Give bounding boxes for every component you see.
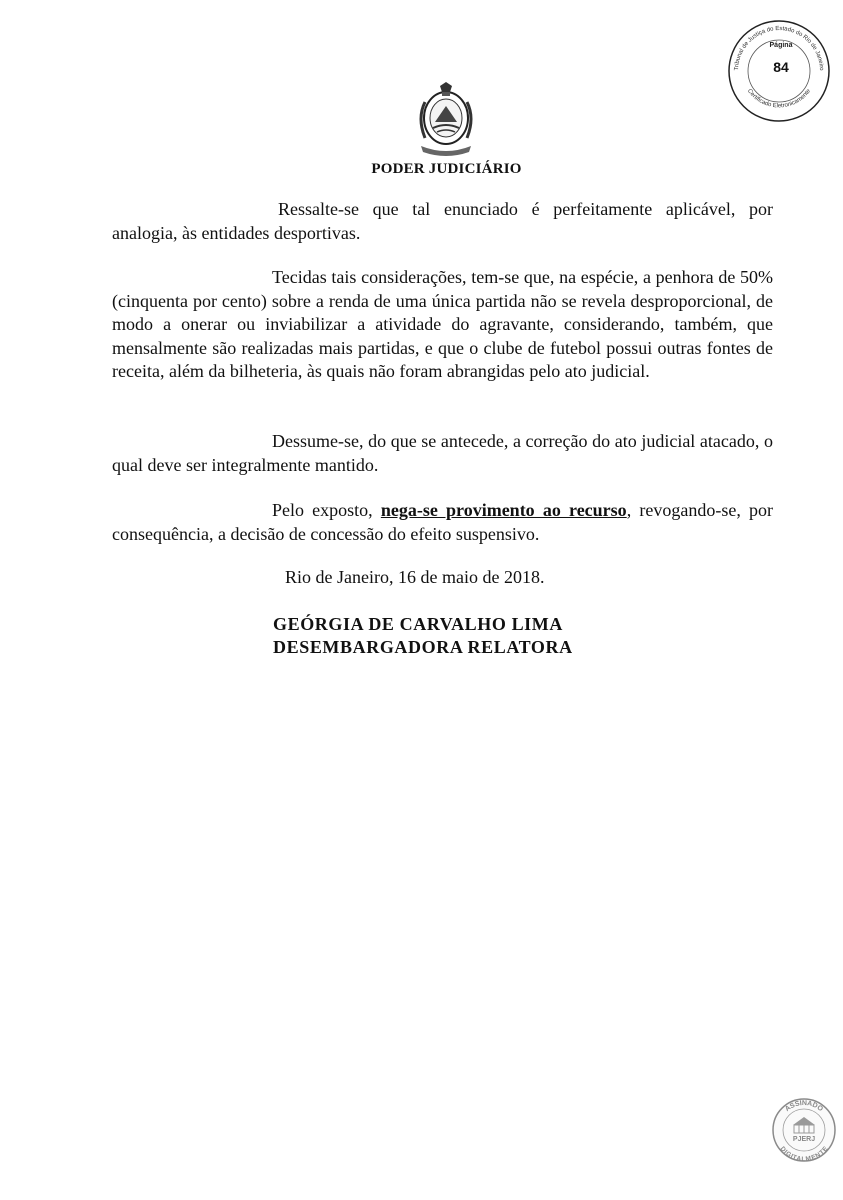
paragraph-3: [112, 430, 773, 477]
signer-role: DESEMBARGADORA RELATORA: [273, 637, 573, 657]
paragraph-2: [112, 266, 773, 384]
stamp-outer-text-top: Tribunal de Justiça do Estado do Rio de Janeiro: [733, 25, 825, 71]
paragraph-4-before: Pelo exposto,: [272, 500, 381, 520]
seal-center-text: PJERJ: [792, 1136, 816, 1143]
paragraph-1: [112, 198, 773, 245]
coat-of-arms-icon: [413, 82, 479, 160]
signer-name: GEÓRGIA DE CARVALHO LIMA: [273, 614, 563, 634]
seal-bottom-text: DIGITALMENTE: [778, 1145, 830, 1164]
stamp-page-label: Página: [769, 42, 793, 49]
seal-top-text: ASSINADO: [784, 1099, 824, 1114]
stamp-outer-text-bottom: Certificado Eletronicamente: [745, 88, 813, 110]
paragraph-4-after: , revogando-se, por consequência, a decisão de concessão do efeito suspensivo.: [112, 500, 773, 544]
page-title: PODER JUDICIÁRIO: [371, 161, 522, 177]
stamp-page-number: 84: [773, 59, 789, 75]
paragraph-2-text: Tecidas tais considerações, tem-se que, na espécie, a penhora de 50% (cinquenta por cento) sobre a renda de uma única partida não se revela desproporcional, de modo a onerar ou inviabilizar a atividade do agravante, considerando, também, que mensalmente são realizadas mais partidas, e que o clube de futebol possui outras fontes de receita, além da bilheteria, às quais não foram abrangidas pelo ato judicial.: [112, 267, 773, 381]
date-line: Rio de Janeiro, 16 de maio de 2018.: [285, 567, 545, 587]
decision-emphasis: nega-se provimento ao recurso: [380, 500, 627, 520]
paragraph-1-text: Ressalte-se que tal enunciado é perfeitamente aplicável, por analogia, às entidades desportivas.: [112, 199, 773, 243]
digital-signature-seal-icon: [771, 1085, 837, 1175]
paragraph-3-text: Dessume-se, do que se antecede, a correção do ato judicial atacado, o qual deve ser integralmente mantido.: [112, 431, 773, 475]
paragraph-4: [112, 499, 773, 546]
